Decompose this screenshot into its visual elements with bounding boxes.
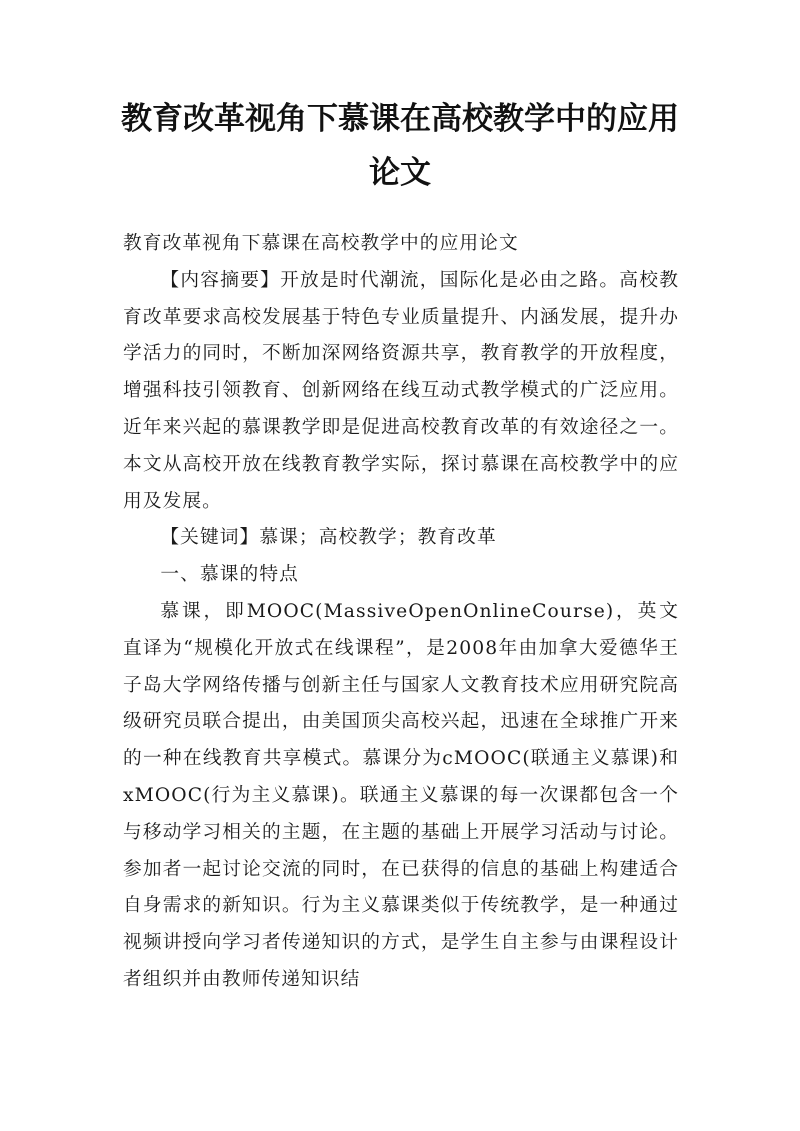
subtitle-line: 教育改革视角下慕课在高校教学中的应用论文 xyxy=(123,233,519,254)
abstract-paragraph: 【内容摘要】开放是时代潮流，国际化是必由之路。高校教育改革要求高校发展基于特色专业质量提升、内涵发展，提升办学活力的同时，不断加深网络资源共享，教育教学的开放程度，增强科技引领教育、创新网络在线互动式教学模式的广泛应用。近年来兴起的慕课教学即是促进高校教育改革的有效途径之一。本文从高校开放在线教育教学实际，探讨慕课在高校教学中的应用及发展。 xyxy=(123,269,679,512)
section-heading: 一、慕课的特点 xyxy=(160,564,299,586)
document-title: 教育改革视角下慕课在高校教学中的应用论文 xyxy=(121,101,679,191)
keywords-paragraph: 【关键词】慕课；高校教学；教育改革 xyxy=(160,527,497,549)
section-paragraph: 慕课，即MOOC(MassiveOpenOnlineCourse)，英文直译为“规模化开放式在线课程”，是2008年由加拿大爱德华王子岛大学网络传播与创新主任与国家人文教育技术应用研究院高级研究员联合提出，由美国顶尖高校兴起，迅速在全球推广开来的一种在线教育共享模式。慕课分为cMOOC(联通主义慕课)和xMOOC(行为主义慕课)。联通主义慕课的每一次课都包含一个与移动学习相关的主题，在主题的基础上开展学习活动与讨论。参加者一起讨论交流的同时，在已获得的信息的基础上构建适合自身需求的新知识。行为主义慕课类似于传统教学，是一种通过视频讲授向学习者传递知识的方式，是学生自主参与由课程设计者组织并由教师传递知识结 xyxy=(123,600,679,990)
document-body xyxy=(123,226,679,999)
